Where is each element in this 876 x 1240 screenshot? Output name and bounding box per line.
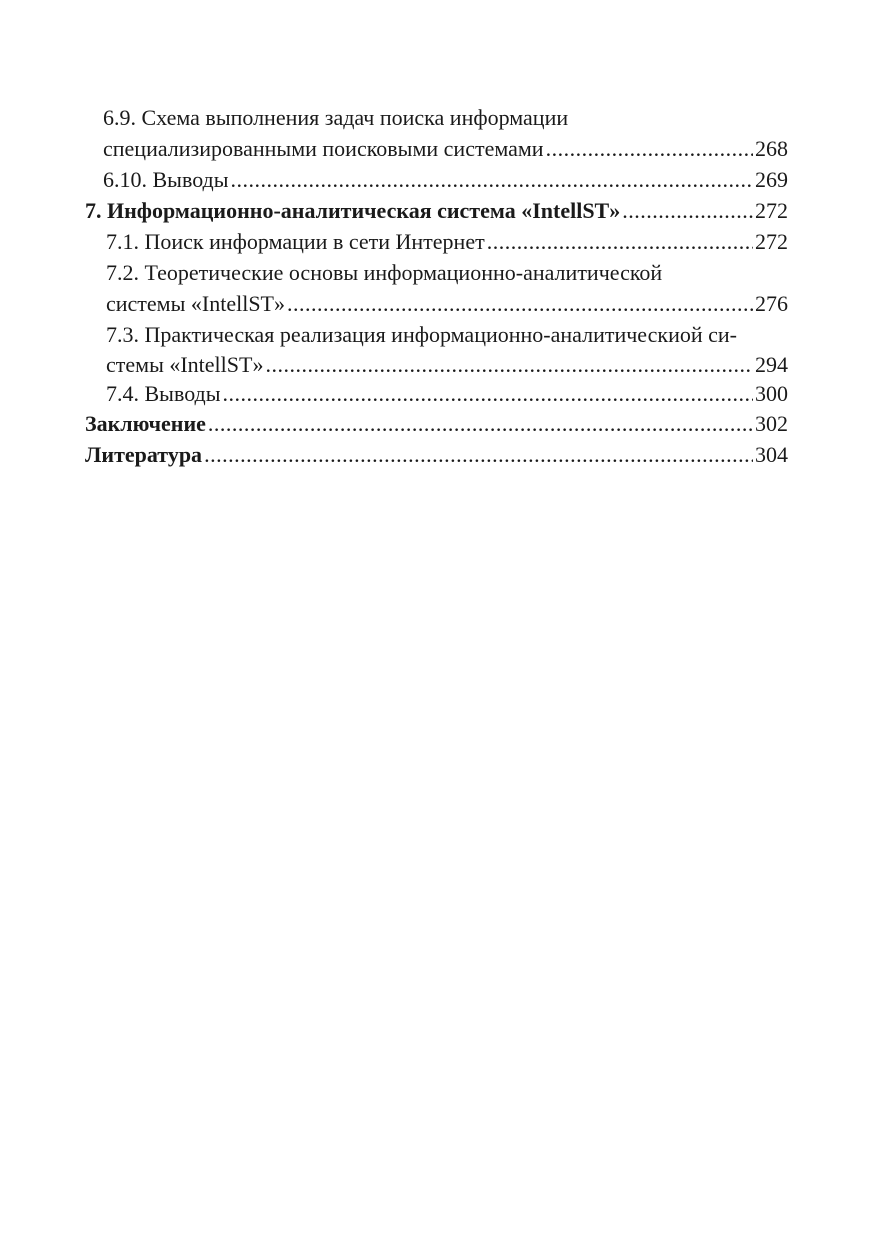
toc-page-number: 300 [755, 381, 788, 406]
toc-page-number: 294 [755, 352, 788, 377]
toc-page-number: 269 [755, 167, 788, 192]
dot-leader [204, 439, 753, 470]
toc-entry-text: 7.1. Поиск информации в сети Интернет [106, 229, 485, 254]
toc-entry-text: 7.3. Практическая реализация информационно-аналитическиой си- [106, 322, 737, 347]
toc-page-number: 302 [755, 411, 788, 436]
toc-entry-7-2-line-2 [85, 288, 788, 319]
toc-entry-text: 7.2. Теоретические основы информационно-аналитической [106, 260, 663, 285]
dot-leader [208, 408, 753, 439]
toc-entry-7-3-line-1 [85, 319, 788, 350]
toc-page-number: 268 [755, 136, 788, 161]
dot-leader [287, 288, 753, 319]
toc-entry-7-4 [85, 379, 788, 408]
toc-entry-text: 7.4. Выводы [106, 381, 221, 406]
toc-conclusion [85, 408, 788, 439]
toc-entry-6-10 [85, 164, 788, 195]
toc-page-number: 272 [755, 198, 788, 223]
toc-chapter-title: Заключение [85, 411, 206, 436]
toc-entry-6-9-line-2 [85, 133, 788, 164]
toc-entry-text: системы «IntellST» [106, 291, 285, 316]
dot-leader [223, 379, 753, 408]
dot-leader [487, 226, 753, 257]
dot-leader [622, 195, 753, 226]
dot-leader [231, 164, 753, 195]
table-of-contents [85, 102, 788, 470]
toc-chapter-title: 7. Информационно-аналитическая система «IntellST» [85, 198, 621, 223]
toc-page-number: 276 [755, 291, 788, 316]
toc-page-number: 272 [755, 229, 788, 254]
toc-chapter-7 [85, 195, 788, 226]
toc-entry-7-1 [85, 226, 788, 257]
toc-literature [85, 439, 788, 470]
dot-leader [265, 350, 753, 379]
toc-entry-text: 6.10. Выводы [103, 167, 229, 192]
toc-entry-7-3-line-2 [85, 350, 788, 379]
dot-leader [546, 133, 753, 164]
toc-chapter-title: Литература [85, 442, 203, 467]
toc-entry-6-9-line-1 [85, 102, 788, 133]
toc-entry-text: специализированными поисковыми системами [103, 136, 544, 161]
toc-entry-7-2-line-1 [85, 257, 788, 288]
toc-page-number: 304 [755, 442, 788, 467]
toc-entry-text: 6.9. Схема выполнения задач поиска информации [103, 105, 569, 130]
toc-entry-text: стемы «IntellST» [106, 352, 264, 377]
